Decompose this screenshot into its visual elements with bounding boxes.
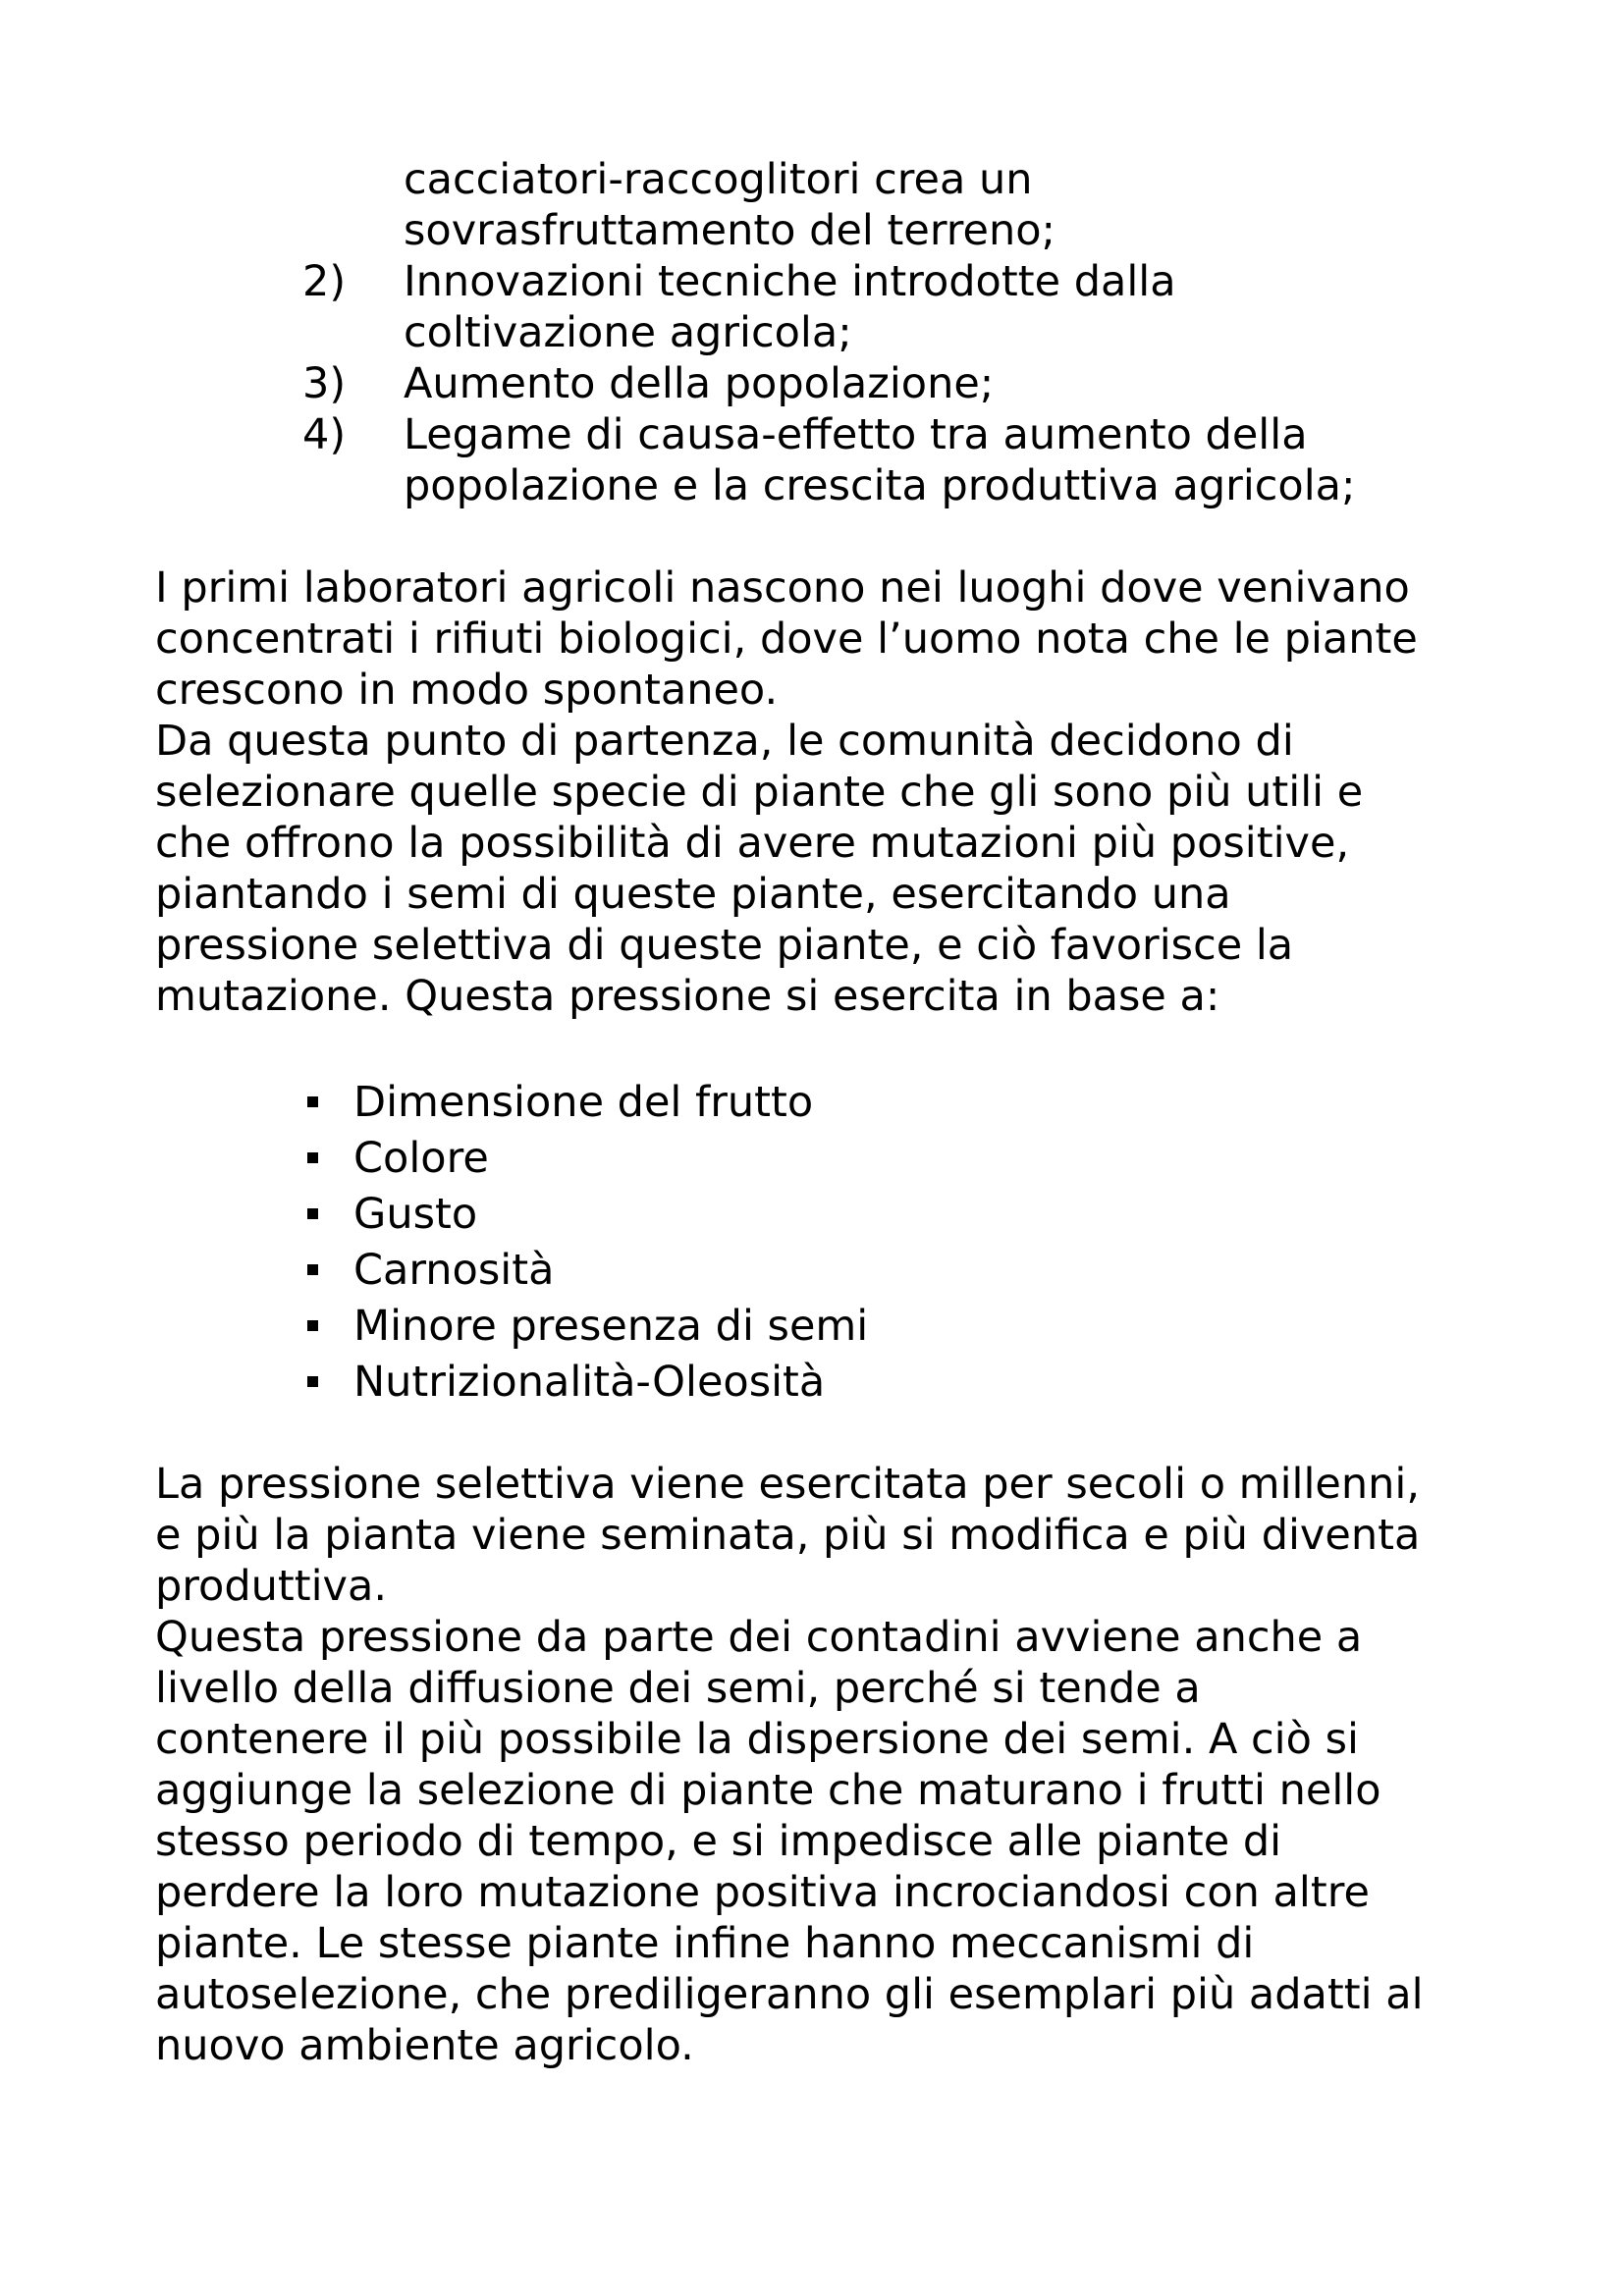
text-line: autoselezione, che prediligeranno gli esemplari più adatti al [155, 1970, 1424, 2019]
text-line: livello della diffusione dei semi, perché si tende a [155, 1664, 1201, 1713]
text-line: perdere la loro mutazione positiva incrociandosi con altre [155, 1868, 1370, 1917]
list-item [0, 1245, 1623, 1301]
text-line: e più la pianta viene seminata, più si modifica e più diventa [155, 1511, 1421, 1560]
list-item-number: 2) [302, 257, 347, 306]
text-line: piantando i semi di queste piante, esercitando una [155, 870, 1231, 919]
text-line: pressione selettiva di queste piante, e ciò favorisce la [155, 921, 1294, 970]
list-item-text: Aumento della popolazione; [404, 359, 995, 408]
list-item-text: coltivazione agricola; [404, 308, 852, 357]
paragraph-origins [155, 562, 1490, 1022]
text-line: I primi laboratori agricoli nascono nei luoghi dove venivano [155, 563, 1410, 613]
text-line: concentrati i rifiuti biologici, dove l’uomo nota che le piante [155, 614, 1418, 664]
list-item [0, 1189, 1623, 1245]
list-item-text: Gusto [353, 1190, 478, 1239]
list-item-continuation [0, 460, 1623, 511]
square-bullet-icon [307, 1208, 318, 1219]
list-item-text: popolazione e la crescita produttiva agricola; [404, 461, 1356, 510]
square-bullet-icon [307, 1376, 318, 1387]
list-item-text: Legame di causa-effetto tra aumento della [404, 410, 1308, 459]
list-item-continuation [0, 205, 1623, 256]
text-line: che offrono la possibilità di avere mutazioni più positive, [155, 819, 1350, 868]
list-item [0, 1077, 1623, 1133]
square-bullet-icon [307, 1152, 318, 1163]
list-item-text: Dimensione del frutto [353, 1078, 814, 1127]
list-item [0, 1133, 1623, 1189]
text-line: nuovo ambiente agricolo. [155, 2021, 694, 2070]
text-line: produttiva. [155, 1562, 388, 1611]
text-line: aggiunge la selezione di piante che maturano i frutti nello [155, 1766, 1381, 1815]
list-item [0, 358, 1623, 409]
numbered-list [0, 154, 1623, 511]
list-item [0, 256, 1623, 307]
list-item-continuation [0, 307, 1623, 358]
list-item [0, 1301, 1623, 1357]
list-item-text: Innovazioni tecniche introdotte dalla [404, 257, 1176, 306]
list-item-text: cacciatori-raccoglitori crea un [404, 155, 1033, 204]
paragraph-selective-pressure [155, 1459, 1490, 2071]
bullet-list [0, 1077, 1623, 1413]
text-line: stesso periodo di tempo, e si impedisce alle piante di [155, 1817, 1282, 1866]
list-item [0, 154, 1623, 205]
text-line: Da questa punto di partenza, le comunità decidono di [155, 717, 1294, 766]
list-item-text: Nutrizionalità-Oleosità [353, 1358, 826, 1407]
square-bullet-icon [307, 1320, 318, 1331]
text-line: La pressione selettiva viene esercitata per secoli o millenni, [155, 1460, 1420, 1509]
square-bullet-icon [307, 1264, 318, 1275]
list-item-number: 4) [302, 410, 347, 459]
list-item-number: 3) [302, 359, 347, 408]
text-line: crescono in modo spontaneo. [155, 666, 779, 715]
text-line: piante. Le stesse piante infine hanno meccanismi di [155, 1919, 1255, 1968]
list-item-text: Colore [353, 1134, 489, 1183]
text-line: mutazione. Questa pressione si esercita in base a: [155, 972, 1220, 1021]
list-item [0, 409, 1623, 460]
text-line: selezionare quelle specie di piante che gli sono più utili e [155, 768, 1364, 817]
text-line: contenere il più possibile la dispersione dei semi. A ciò si [155, 1715, 1359, 1764]
square-bullet-icon [307, 1096, 318, 1107]
list-item-text: sovrasfruttamento del terreno; [404, 206, 1056, 255]
list-item-text: Minore presenza di semi [353, 1302, 869, 1351]
list-item [0, 1357, 1623, 1413]
list-item-text: Carnosità [353, 1246, 555, 1295]
text-line: Questa pressione da parte dei contadini avviene anche a [155, 1613, 1363, 1662]
